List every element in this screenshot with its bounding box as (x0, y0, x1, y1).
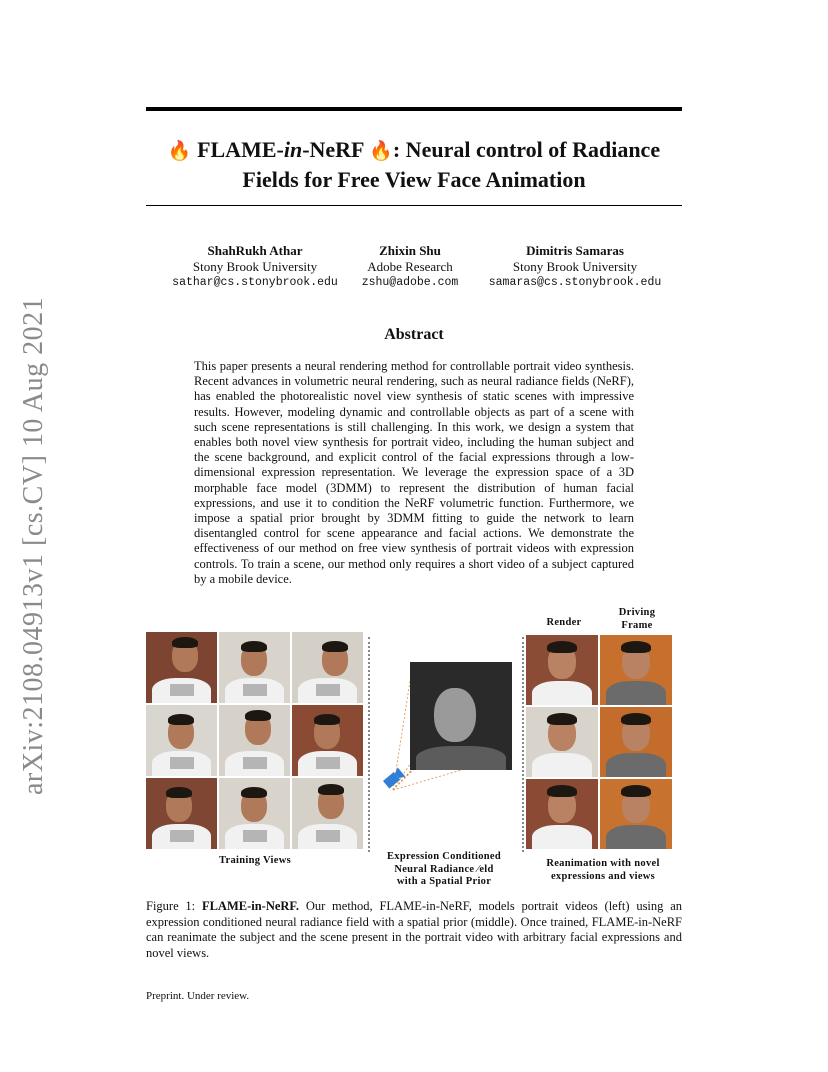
title-bottom-rule (146, 205, 682, 206)
title-line-2: Fields for Free View Face Animation (242, 167, 586, 192)
figure-caption: Figure 1: FLAME-in-NeRF. Our method, FLAME-in-NeRF, models portrait videos (left) using an expression conditioned neural radiance field with a spatial prior (middle). Once trained, FLAME-in-NeRF can reanimate the subject and the scene present in the portrait video with arbitrary facial expressions and novel views. (146, 899, 682, 960)
paper-title: 🔥 FLAME-in-NeRF 🔥: Neural control of Radiance Fields for Free View Face Animation (167, 137, 661, 192)
driving-frame-image (600, 707, 672, 777)
author-block (475, 243, 675, 291)
driving-frame-image (600, 635, 672, 705)
author-email[interactable]: zshu@adobe.com (361, 276, 459, 289)
fire-icon: 🔥 (369, 141, 393, 162)
footer-note: Preprint. Under review. (146, 990, 250, 1002)
training-view-image (292, 778, 363, 849)
author-email[interactable]: sathar@cs.stonybrook.edu (172, 276, 338, 289)
radiance-field-render (410, 662, 512, 770)
training-view-image (219, 705, 290, 776)
author-email[interactable]: samaras@cs.stonybrook.edu (488, 276, 662, 289)
driving-frame-image (600, 779, 672, 849)
render-image (526, 707, 598, 777)
divider-dotted (368, 637, 370, 852)
fire-icon: 🔥 (167, 141, 192, 162)
training-view-image (146, 778, 217, 849)
training-view-image (219, 778, 290, 849)
render-image (526, 635, 598, 705)
figure-1 (146, 607, 682, 892)
training-view-image (146, 632, 217, 703)
camera-icon (382, 767, 405, 789)
label-driving-frame: Driving Frame (618, 607, 656, 631)
author-name: Dimitris Samaras (526, 243, 624, 258)
author-affiliation: Stony Brook University (512, 259, 638, 274)
divider-dotted (522, 637, 524, 852)
author-block (160, 243, 350, 291)
author-affiliation: Adobe Research (367, 259, 453, 274)
label-reanimation: Reanimation with novel expressions and views (546, 858, 660, 882)
arxiv-stamp-text: arXiv:2108.04913v1 [cs.CV] 10 Aug 2021 (18, 296, 49, 795)
label-render: Render (546, 617, 582, 628)
render-image (526, 779, 598, 849)
training-view-image (219, 632, 290, 703)
training-view-image (146, 705, 217, 776)
author-affiliation: Stony Brook University (192, 259, 318, 274)
training-view-image (292, 705, 363, 776)
author-name: Zhixin Shu (379, 243, 441, 258)
abstract-heading: Abstract (384, 326, 444, 343)
training-views-grid (146, 632, 364, 849)
abstract-body: This paper presents a neural rendering method for controllable portrait video synthesis. Recent advances in volumetric neural rendering, such as neural radiance fields (NeRF), has enabled the photorealistic novel view synthesis of static scenes with impressive results. However, modeling dynamic and controllable objects as part of a scene with such scene representations is still challenging. In this work, we design a system that enables both novel view synthesis for portrait video, including the human subject and the scene background, and explicit control of the facial expressions through a low-dimensional expression representation. We leverage the expression space of a 3D morphable face model (3DMM) to represent the distribution of human facial expressions, and use it to condition the NeRF volumetric function. Furthermore, we impose a spatial prior brought by 3DMM fitting to guide the network to learn disentangled control for scene appearance and facial actions. We demonstrate the effectiveness of our method on free view synthesis of portrait videos with expression controls. To train a scene, our method only requires a short video of a subject captured by a mobile device. (194, 359, 634, 586)
training-view-image (292, 632, 363, 703)
author-block (345, 243, 475, 291)
arxiv-stamp (18, 296, 58, 795)
label-training-views: Training Views (219, 855, 291, 866)
title-top-rule (146, 107, 682, 111)
author-name: ShahRukh Athar (207, 243, 303, 258)
label-expression-field: Expression Conditioned Neural Radiance ⁄eld with a Spatial Prior (386, 851, 502, 887)
